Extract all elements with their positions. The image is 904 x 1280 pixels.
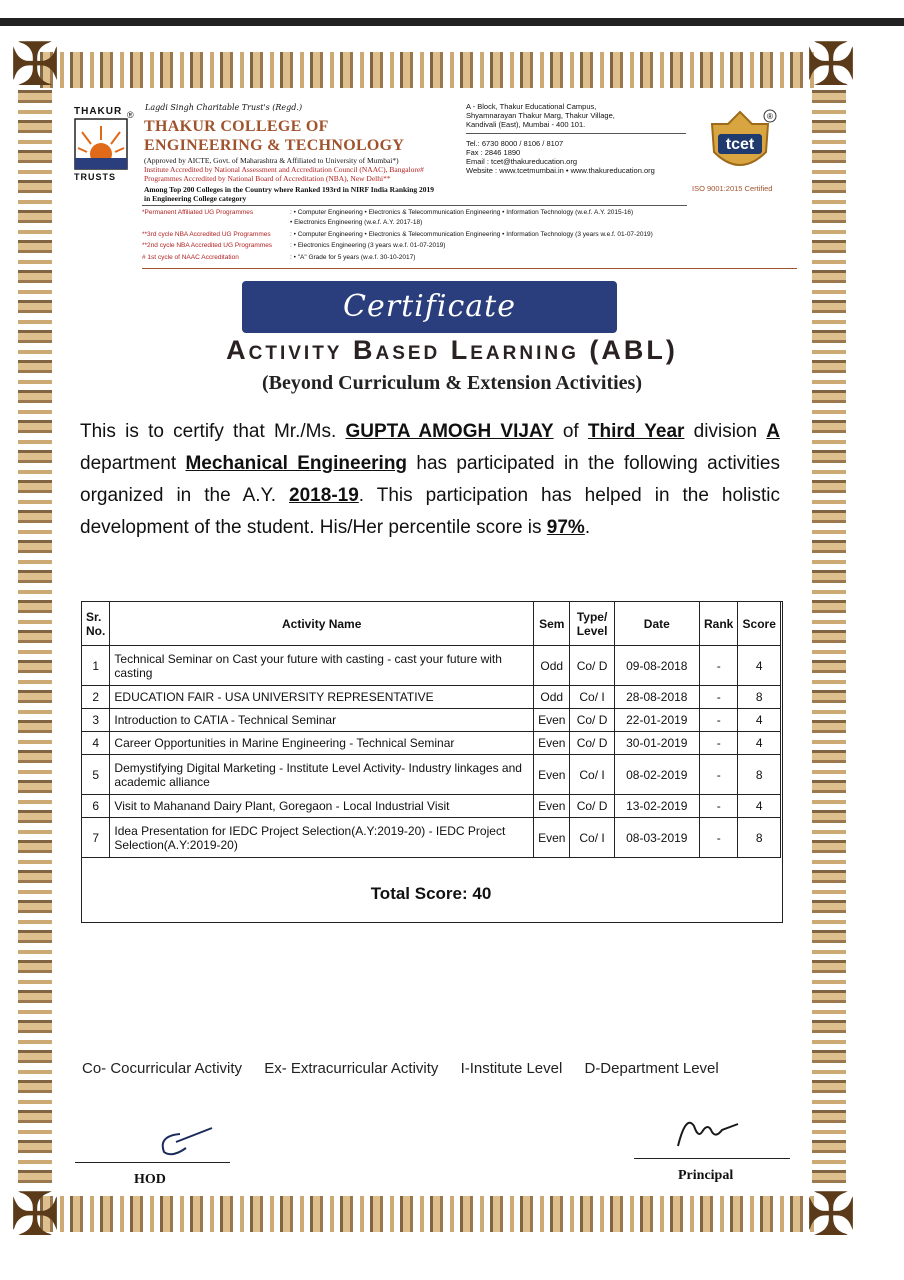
header-type-level: Type/ Level	[570, 602, 614, 646]
principal-signature-icon	[672, 1108, 752, 1154]
programme-value: : • "A" Grade for 5 years (w.e.f. 30-10-2017)	[290, 254, 416, 261]
cell-type-level: Co/ I	[570, 818, 614, 858]
table-row	[82, 686, 781, 709]
thakur-trust-logo-icon	[74, 118, 128, 170]
programme-label: *Permanent Affiliated UG Programmes	[142, 209, 254, 216]
programme-value: : • Electronics Engineering (3 years w.e.f. 01-07-2019)	[290, 242, 446, 249]
address-divider	[466, 133, 686, 134]
ranking-line2: in Engineering College category	[144, 194, 247, 203]
contact-line: Website : www.tcetmumbai.in • www.thakureducation.org	[466, 166, 655, 175]
header-activity-name: Activity Name	[110, 602, 534, 646]
legend	[82, 1060, 782, 1077]
legend-item: Ex- Extracurricular Activity	[264, 1060, 439, 1077]
total-score: Total Score: 40	[370, 884, 492, 903]
address-line: Shyamnarayan Thakur Marg, Thakur Village,	[466, 111, 615, 120]
cell-sr-no: 6	[82, 795, 110, 818]
cell-activity-name: Visit to Mahanand Dairy Plant, Goregaon - Local Industrial Visit	[110, 795, 534, 818]
programme-value: • Electronics Engineering (w.e.f. A.Y. 2017-18)	[290, 219, 423, 226]
table-row	[82, 795, 781, 818]
ranking-line1: Among Top 200 Colleges in the Country where Ranked 193rd in NIRF India Ranking 2019	[144, 185, 435, 194]
legend-item: D-Department Level	[584, 1060, 719, 1077]
programme-label: # 1st cycle of NAAC Accreditation	[142, 254, 239, 261]
academic-year: 2018-19	[289, 485, 359, 506]
cell-date: 08-02-2019	[614, 755, 699, 795]
cell-rank: -	[699, 755, 737, 795]
certificate-title: Activity Based Learning (ABL)	[226, 335, 678, 365]
decorative-border-top	[40, 52, 820, 88]
cell-sem: Even	[534, 732, 570, 755]
trust-name-bottom: TRUSTS	[74, 172, 116, 182]
student-division: A	[766, 421, 781, 442]
body-text-fragment: department	[80, 453, 186, 474]
contact-block	[466, 139, 696, 175]
decorative-border-left	[18, 90, 52, 1190]
cell-score: 4	[738, 709, 781, 732]
college-name-line1: THAKUR COLLEGE OF	[144, 118, 329, 135]
body-text-fragment: .	[584, 517, 591, 538]
body-text-fragment: . This participation has helped in the holistic development of the student. His/Her percentile score is	[80, 485, 780, 538]
cell-score: 4	[738, 795, 781, 818]
header-sr-no: Sr. No.	[82, 602, 110, 646]
cell-rank: -	[699, 709, 737, 732]
cell-score: 8	[738, 818, 781, 858]
approval-line: (Approved by AICTE, Govt. of Maharashtra & Affiliated to University of Mumbai*)	[144, 156, 399, 165]
activity-table	[81, 601, 781, 858]
accreditation-line1: Institute Accredited by National Assessment and Accreditation Council (NAAC), Bangalore#	[144, 165, 424, 174]
header-date: Date	[614, 602, 699, 646]
cell-score: 8	[738, 686, 781, 709]
cell-sem: Even	[534, 795, 570, 818]
corner-ornament-icon: ✠	[805, 30, 857, 100]
cell-sem: Odd	[534, 686, 570, 709]
cell-sr-no: 2	[82, 686, 110, 709]
certificate-subtitle: (Beyond Curriculum & Extension Activities)	[262, 372, 642, 394]
principal-label: Principal	[678, 1168, 734, 1183]
contact-line: Tel.: 6730 8000 / 8106 / 8107	[466, 139, 564, 148]
registered-mark: ®	[127, 110, 134, 120]
programme-label: **3rd cycle NBA Accredited UG Programmes	[142, 231, 271, 238]
body-text-fragment: of	[553, 421, 588, 442]
corner-ornament-icon: ✠	[9, 1180, 61, 1250]
cell-activity-name: Demystifying Digital Marketing - Institute Level Activity- Industry linkages and academic alliance	[110, 755, 534, 795]
header-sem: Sem	[534, 602, 570, 646]
corner-ornament-icon: ✠	[805, 1180, 857, 1250]
cell-rank: -	[699, 795, 737, 818]
table-row	[82, 755, 781, 795]
cell-sr-no: 5	[82, 755, 110, 795]
college-name-line2: ENGINEERING & TECHNOLOGY	[144, 137, 405, 154]
cell-date: 30-01-2019	[614, 732, 699, 755]
programme-value: : • Computer Engineering • Electronics & Telecommunication Engineering • Information Technology (w.e.f. A.Y. 2015-16)	[290, 209, 634, 216]
cell-activity-name: Technical Seminar on Cast your future with casting - cast your future with casting	[110, 646, 534, 686]
cell-type-level: Co/ D	[570, 709, 614, 732]
principal-signature-line	[634, 1158, 790, 1159]
contact-line: Email : tcet@thakureducation.org	[466, 157, 578, 166]
cell-sr-no: 4	[82, 732, 110, 755]
table-row	[82, 646, 781, 686]
table-row	[82, 709, 781, 732]
header-score: Score	[738, 602, 781, 646]
percentile-score: 97%	[546, 517, 585, 538]
cell-rank: -	[699, 686, 737, 709]
body-text-fragment: division	[684, 421, 767, 442]
cell-rank: -	[699, 732, 737, 755]
accreditation-line2: Programmes Accredited by National Board of Accreditation (NBA), New Delhi**	[144, 174, 391, 183]
cell-sem: Even	[534, 755, 570, 795]
cell-date: 09-08-2018	[614, 646, 699, 686]
programme-value: : • Computer Engineering • Electronics & Telecommunication Engineering • Information Technology (3 years w.e.f. 01-07-2019)	[290, 231, 653, 238]
cell-type-level: Co/ D	[570, 732, 614, 755]
cell-type-level: Co/ D	[570, 646, 614, 686]
cell-activity-name: EDUCATION FAIR - USA UNIVERSITY REPRESENTATIVE	[110, 686, 534, 709]
cell-score: 4	[738, 646, 781, 686]
cell-type-level: Co/ I	[570, 755, 614, 795]
legend-item: I-Institute Level	[460, 1060, 563, 1077]
cell-score: 4	[738, 732, 781, 755]
trust-name-top: THAKUR	[74, 106, 123, 117]
legend-item: Co- Cocurricular Activity	[82, 1060, 243, 1077]
cell-date: 28-08-2018	[614, 686, 699, 709]
iso-certification: ISO 9001:2015 Certified	[692, 184, 773, 193]
cell-sr-no: 1	[82, 646, 110, 686]
cell-activity-name: Career Opportunities in Marine Engineering - Technical Seminar	[110, 732, 534, 755]
header-rank: Rank	[699, 602, 737, 646]
cell-sem: Even	[534, 709, 570, 732]
body-text-fragment: This is to certify that Mr./Ms.	[80, 421, 346, 442]
logo-registered-mark: ®	[767, 112, 773, 121]
top-edge-bar	[0, 18, 904, 26]
table-row	[82, 818, 781, 858]
cell-sem: Odd	[534, 646, 570, 686]
charity-line: Lagdi Singh Charitable Trust's (Regd.)	[145, 103, 303, 112]
student-name: GUPTA AMOGH VIJAY	[345, 421, 554, 442]
cell-type-level: Co/ I	[570, 686, 614, 709]
hod-signature-icon	[150, 1122, 220, 1162]
table-row	[82, 732, 781, 755]
certificate-body	[80, 416, 780, 544]
address-line: Kandivali (East), Mumbai - 400 101.	[466, 120, 586, 129]
programme-label: **2nd cycle NBA Accredited UG Programmes	[142, 242, 273, 249]
header-divider-bottom	[142, 268, 797, 269]
cell-sem: Even	[534, 818, 570, 858]
decorative-border-right	[812, 90, 846, 1190]
student-year: Third Year	[587, 421, 685, 442]
cell-sr-no: 7	[82, 818, 110, 858]
student-department: Mechanical Engineering	[185, 453, 408, 474]
cell-score: 8	[738, 755, 781, 795]
corner-ornament-icon: ✠	[9, 30, 61, 100]
cell-activity-name: Introduction to CATIA - Technical Seminar	[110, 709, 534, 732]
decorative-border-bottom	[40, 1196, 820, 1232]
address-line: A - Block, Thakur Educational Campus,	[466, 102, 597, 111]
header-divider	[142, 205, 687, 206]
cell-type-level: Co/ D	[570, 795, 614, 818]
cell-activity-name: Idea Presentation for IEDC Project Selection(A.Y:2019-20) - IEDC Project Selection(A.Y:2019-20)	[110, 818, 534, 858]
certificate-banner: Certificate	[242, 281, 617, 333]
address-block	[466, 102, 686, 129]
cell-sr-no: 3	[82, 709, 110, 732]
cell-date: 13-02-2019	[614, 795, 699, 818]
tcet-logo-text: tcet	[725, 136, 755, 153]
body-text-fragment: has participated in the following activities organized in the A.Y.	[80, 453, 780, 506]
cell-rank: -	[699, 646, 737, 686]
contact-line: Fax : 2846 1890	[466, 148, 521, 157]
cell-date: 22-01-2019	[614, 709, 699, 732]
cell-date: 08-03-2019	[614, 818, 699, 858]
hod-label: HOD	[134, 1172, 166, 1187]
hod-signature-line	[75, 1162, 230, 1163]
tcet-crest-logo-icon	[700, 108, 780, 180]
cell-rank: -	[699, 818, 737, 858]
